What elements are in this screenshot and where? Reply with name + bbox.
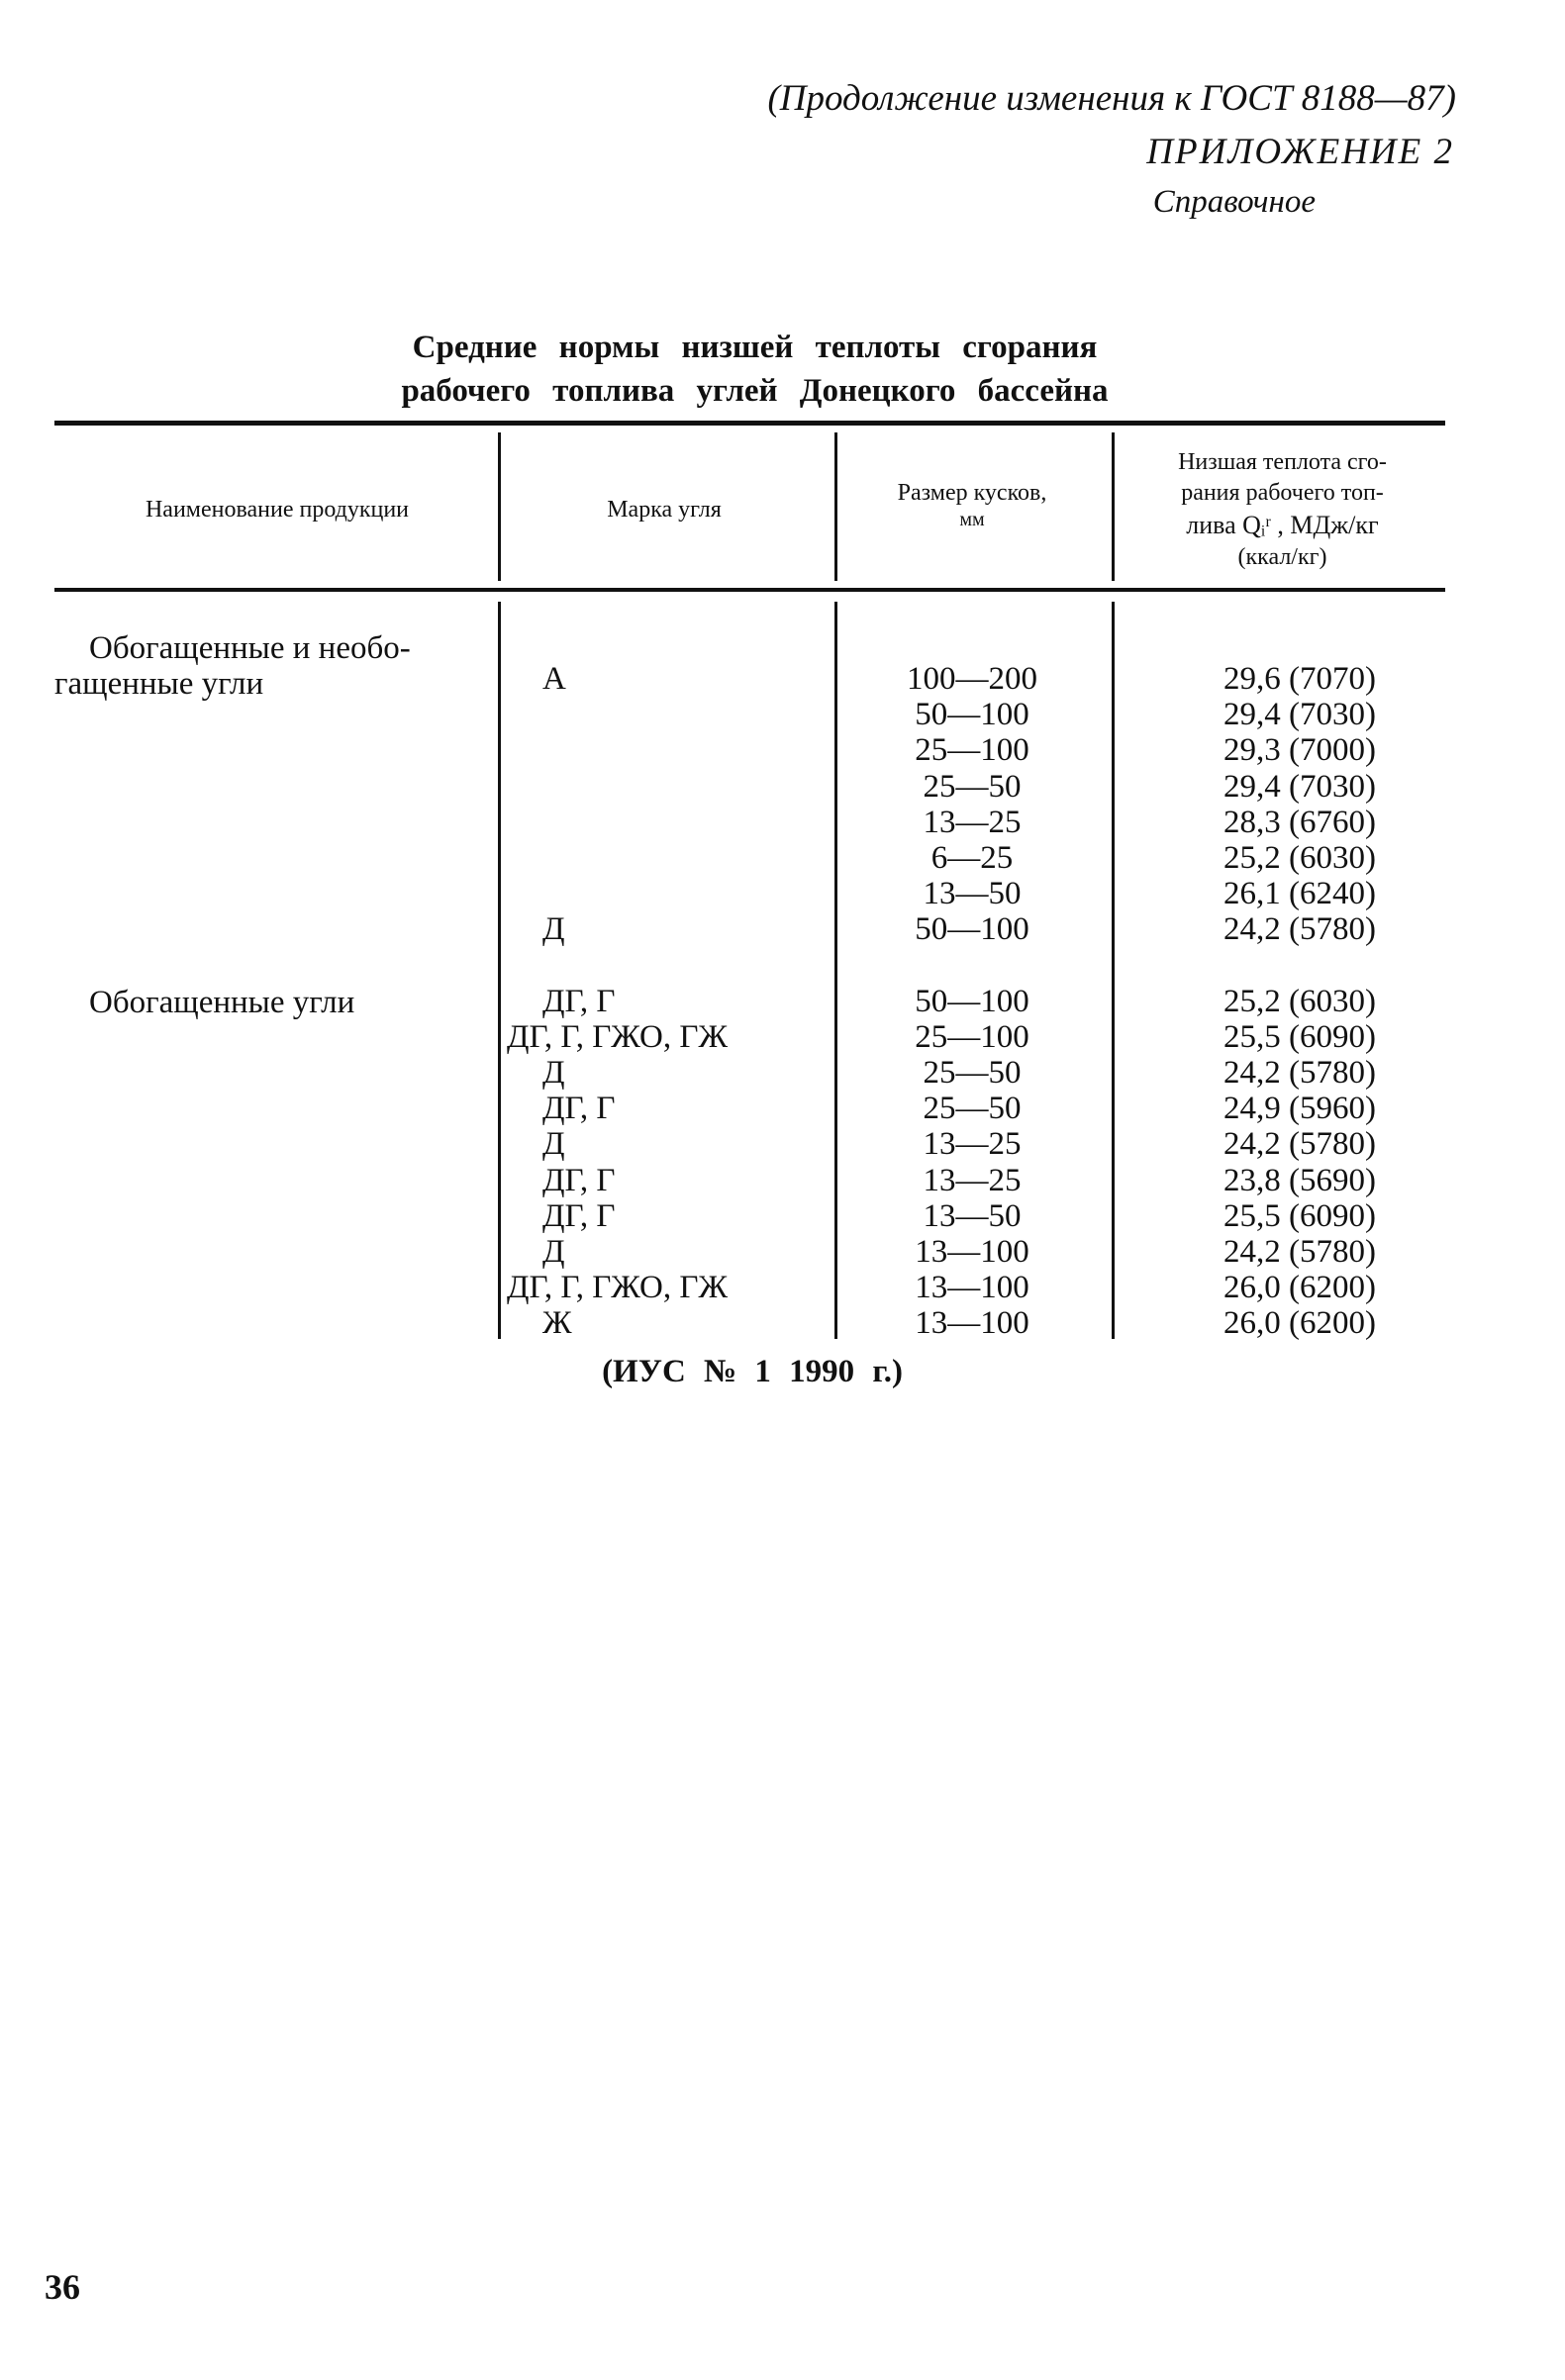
product-group-2: Обогащенные угли (89, 985, 355, 1020)
size-cell: 25—100 (915, 1018, 1029, 1055)
heat-value-cell: 25,2 (6030) (1223, 983, 1376, 1019)
size-cell: 13—50 (923, 1197, 1022, 1234)
page-number: 36 (45, 2267, 80, 2307)
heat-value-cell: 24,2 (5780) (1223, 911, 1376, 948)
size-cell: 13—100 (915, 1305, 1029, 1342)
header-bottom-rule (54, 588, 1445, 592)
heat-value-cell: 29,4 (7030) (1223, 697, 1376, 733)
grade-cell: Ж (542, 1305, 572, 1342)
product-group-1-line1: Обогащенные и необо- (89, 630, 411, 666)
grade-cell: ДГ, Г (542, 1162, 616, 1198)
header-divider-3 (1112, 432, 1115, 581)
body-divider-1 (498, 602, 501, 1339)
grade-cell: Д (542, 1234, 565, 1270)
size-cell: 50—100 (915, 911, 1029, 948)
grade-cell: А (542, 661, 566, 697)
grade-cell: ДГ, Г (542, 1197, 616, 1234)
heat-value-cell: 29,3 (7000) (1223, 732, 1376, 769)
body-divider-2 (834, 602, 837, 1339)
heat-value-cell: 26,1 (6240) (1223, 876, 1376, 912)
heat-value-cell: 26,0 (6200) (1223, 1305, 1376, 1342)
heat-header-line3: лива Qᵢʳ , МДж/кг (1186, 511, 1379, 540)
column-header-heat (1117, 447, 1448, 573)
body-divider-3 (1112, 602, 1115, 1339)
size-cell: 50—100 (915, 697, 1029, 733)
size-cell: 25—50 (923, 1091, 1022, 1127)
column-header-grade: Марка угля (607, 497, 722, 523)
heat-value-cell: 25,5 (6090) (1223, 1018, 1376, 1055)
heat-value-cell: 24,9 (5960) (1223, 1091, 1376, 1127)
size-header-line1: Размер кусков, (897, 480, 1047, 506)
size-cell: 6—25 (930, 840, 1014, 876)
size-cell: 100—200 (907, 661, 1037, 697)
size-cell: 13—100 (915, 1270, 1029, 1306)
heat-value-cell: 25,5 (6090) (1223, 1197, 1376, 1234)
size-cell: 25—50 (923, 768, 1022, 805)
source-note: (ИУС № 1 1990 г.) (602, 1354, 903, 1389)
size-cell: 13—100 (915, 1234, 1029, 1270)
grade-cell: ДГ, Г, ГЖО, ГЖ (507, 1018, 729, 1055)
grade-cell: ДГ, Г (542, 983, 616, 1019)
size-cell: 13—25 (923, 1126, 1022, 1163)
heat-header-line4: (ккал/кг) (1237, 544, 1327, 571)
size-cell: 13—50 (923, 876, 1022, 912)
heat-value-cell: 29,4 (7030) (1223, 768, 1376, 805)
size-cell: 13—25 (923, 804, 1022, 840)
table-top-rule (54, 421, 1445, 426)
column-header-product: Наименование продукции (145, 497, 410, 523)
heat-value-cell: 24,2 (5780) (1223, 1055, 1376, 1091)
heat-header-line1: Низшая теплота сго- (1178, 449, 1387, 475)
table-title-line2: рабочего топлива углей Донецкого бассейна (401, 373, 1109, 409)
grade-cell: Д (542, 911, 565, 948)
heat-value-cell: 23,8 (5690) (1223, 1162, 1376, 1198)
grade-cell: Д (542, 1126, 565, 1163)
size-cell: 25—50 (923, 1055, 1022, 1091)
appendix-label: ПРИЛОЖЕНИЕ 2 (1146, 132, 1454, 172)
grade-cell: Д (542, 1055, 565, 1091)
size-cell: 50—100 (915, 983, 1029, 1019)
continuation-note: (Продолжение изменения к ГОСТ 8188—87) (767, 78, 1456, 119)
heat-header-line2: рания рабочего топ- (1181, 480, 1384, 507)
column-header-size (839, 478, 1105, 532)
heat-value-cell: 24,2 (5780) (1223, 1126, 1376, 1163)
heat-value-cell: 26,0 (6200) (1223, 1270, 1376, 1306)
grade-cell: ДГ, Г (542, 1091, 616, 1127)
header-divider-2 (834, 432, 837, 581)
appendix-type: Справочное (1152, 184, 1316, 220)
size-cell: 13—25 (923, 1162, 1022, 1198)
heat-value-cell: 24,2 (5780) (1223, 1234, 1376, 1270)
heat-value-cell: 29,6 (7070) (1223, 661, 1376, 697)
size-cell: 25—100 (915, 732, 1029, 769)
table-title-line1: Средние нормы низшей теплоты сгорания (412, 330, 1098, 365)
grade-cell: ДГ, Г, ГЖО, ГЖ (507, 1270, 729, 1306)
size-header-line2: мм (959, 509, 985, 530)
product-group-1-line2: гащенные угли (54, 666, 264, 702)
heat-value-cell: 28,3 (6760) (1223, 804, 1376, 840)
heat-value-cell: 25,2 (6030) (1223, 840, 1376, 876)
